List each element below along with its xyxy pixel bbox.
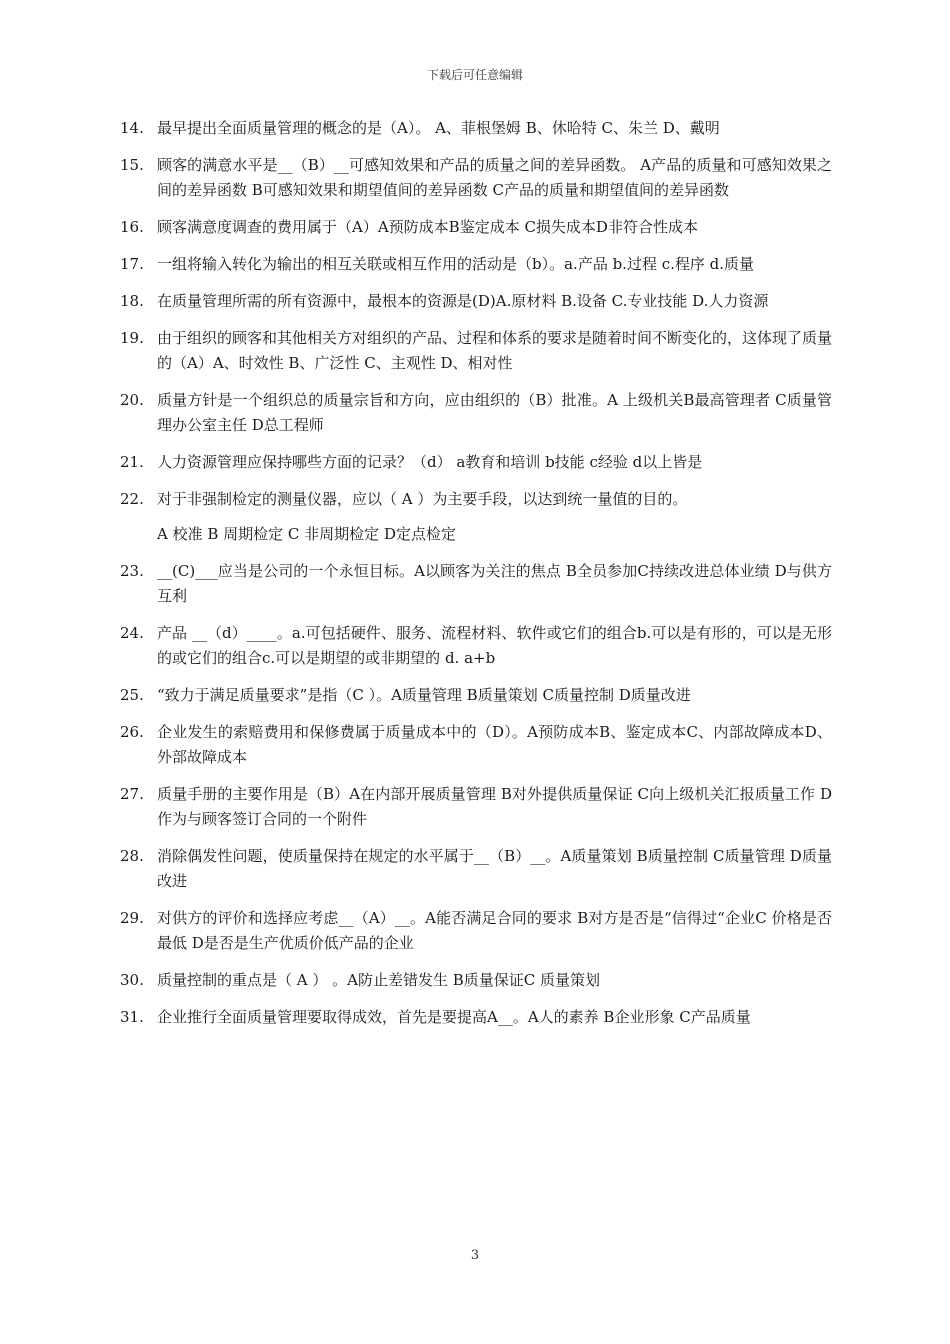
question-item: [120, 782, 832, 832]
question-number: 23.: [120, 562, 144, 580]
question-number: 30.: [120, 971, 144, 989]
question-text: 顾客满意度调查的费用属于（A）A预防成本B鉴定成本 C损失成本D非符合性成本: [157, 218, 698, 236]
question-item: [120, 621, 832, 671]
question-text: 对供方的评价和选择应考虑__（A）__。A能否满足合同的要求 B对方是否是“信得过“企业C 价格是否最低 D是否是生产优质价低产品的企业: [157, 909, 832, 952]
question-item: [120, 116, 832, 141]
question-item: [120, 487, 832, 512]
question-number: 21.: [120, 453, 144, 471]
question-number: 17.: [120, 255, 144, 273]
question-options: A 校准 B 周期检定 C 非周期检定 D定点检定: [157, 525, 456, 543]
question-number: 18.: [120, 292, 144, 310]
question-item: [120, 968, 832, 993]
question-item: [120, 1005, 832, 1030]
question-text: 一组将输入转化为输出的相互关联或相互作用的活动是（b）。a.产品 b.过程 c.程序 d.质量: [157, 255, 755, 273]
question-number: 14.: [120, 119, 144, 137]
question-text: 质量手册的主要作用是（B）A在内部开展质量管理 B对外提供质量保证 C向上级机关汇报质量工作 D作为与顾客签订合同的一个附件: [157, 785, 832, 828]
question-text: 消除偶发性问题，使质量保持在规定的水平属于__（B）__。A质量策划 B质量控制 C质量管理 D质量改进: [157, 847, 832, 890]
page-header: 下载后可任意编辑: [426, 68, 523, 82]
page-number: 3: [470, 1248, 480, 1263]
question-number: 22.: [120, 490, 144, 508]
question-item: [120, 388, 832, 438]
question-number: 24.: [120, 624, 144, 642]
question-number: 15.: [120, 156, 144, 174]
question-text: 企业发生的索赔费用和保修费属于质量成本中的（D）。A预防成本B、鉴定成本C、内部故障成本D、外部故障成本: [157, 723, 832, 766]
question-text: “致力于满足质量要求”是指（C ）。A质量管理 B质量策划 C质量控制 D质量改进: [157, 686, 691, 704]
question-number: 31.: [120, 1008, 144, 1026]
question-text: 最早提出全面质量管理的概念的是（A）。 A、菲根堡姆 B、休哈特 C、朱兰 D、戴明: [157, 119, 720, 137]
question-text: 对于非强制检定的测量仪器，应以（ A ）为主要手段，以达到统一量值的目的。: [157, 490, 688, 508]
question-text: 在质量管理所需的所有资源中，最根本的资源是(D)A.原材料 B.设备 C.专业技能 D.人力资源: [157, 292, 769, 310]
question-number: 20.: [120, 391, 144, 409]
question-number: 29.: [120, 909, 144, 927]
question-number: 26.: [120, 723, 144, 741]
question-number: 16.: [120, 218, 144, 236]
question-item: [120, 559, 832, 609]
question-text: 由于组织的顾客和其他相关方对组织的产品、过程和体系的要求是随着时间不断变化的，这体现了质量的（A）A、时效性 B、广泛性 C、主观性 D、相对性: [157, 329, 833, 372]
question-item: [120, 844, 832, 894]
question-item: [120, 153, 832, 203]
question-item: [120, 252, 832, 277]
question-item: [120, 289, 832, 314]
question-item: [120, 326, 832, 376]
question-text: 质量控制的重点是（ A ） 。A防止差错发生 B质量保证C 质量策划: [157, 971, 601, 989]
question-number: 25.: [120, 686, 144, 704]
question-item: [120, 683, 832, 708]
question-text: 质量方针是一个组织总的质量宗旨和方向，应由组织的（B）批准。A 上级机关B最高管理者 C质量管理办公室主任 D总工程师: [157, 391, 832, 434]
question-text: __(C)___应当是公司的一个永恒目标。A以顾客为关注的焦点 B全员参加C持续改进总体业绩 D与供方互利: [157, 562, 832, 605]
question-text: 人力资源管理应保持哪些方面的记录？（d） a教育和培训 b技能 c经验 d以上皆是: [157, 453, 703, 471]
question-item: [120, 720, 832, 770]
question-text: 企业推行全面质量管理要取得成效，首先是要提高A__。A人的素养 B企业形象 C产品质量: [157, 1008, 751, 1026]
question-item: [120, 450, 832, 475]
question-text: 顾客的满意水平是__（B）__可感知效果和产品的质量之间的差异函数。 A产品的质量和可感知效果之间的差异函数 B可感知效果和期望值间的差异函数 C产品的质量和期望值间的差异函数: [157, 156, 832, 199]
question-number: 27.: [120, 785, 144, 803]
question-number: 28.: [120, 847, 144, 865]
question-text: 产品 __（d）____。a.可包括硬件、服务、流程材料、软件或它们的组合b.可以是有形的，可以是无形的或它们的组合c.可以是期望的或非期望的 d. a+b: [157, 624, 832, 667]
question-list: [120, 116, 832, 1042]
question-item: [120, 906, 832, 956]
question-number: 19.: [120, 329, 144, 347]
question-item: [120, 215, 832, 240]
